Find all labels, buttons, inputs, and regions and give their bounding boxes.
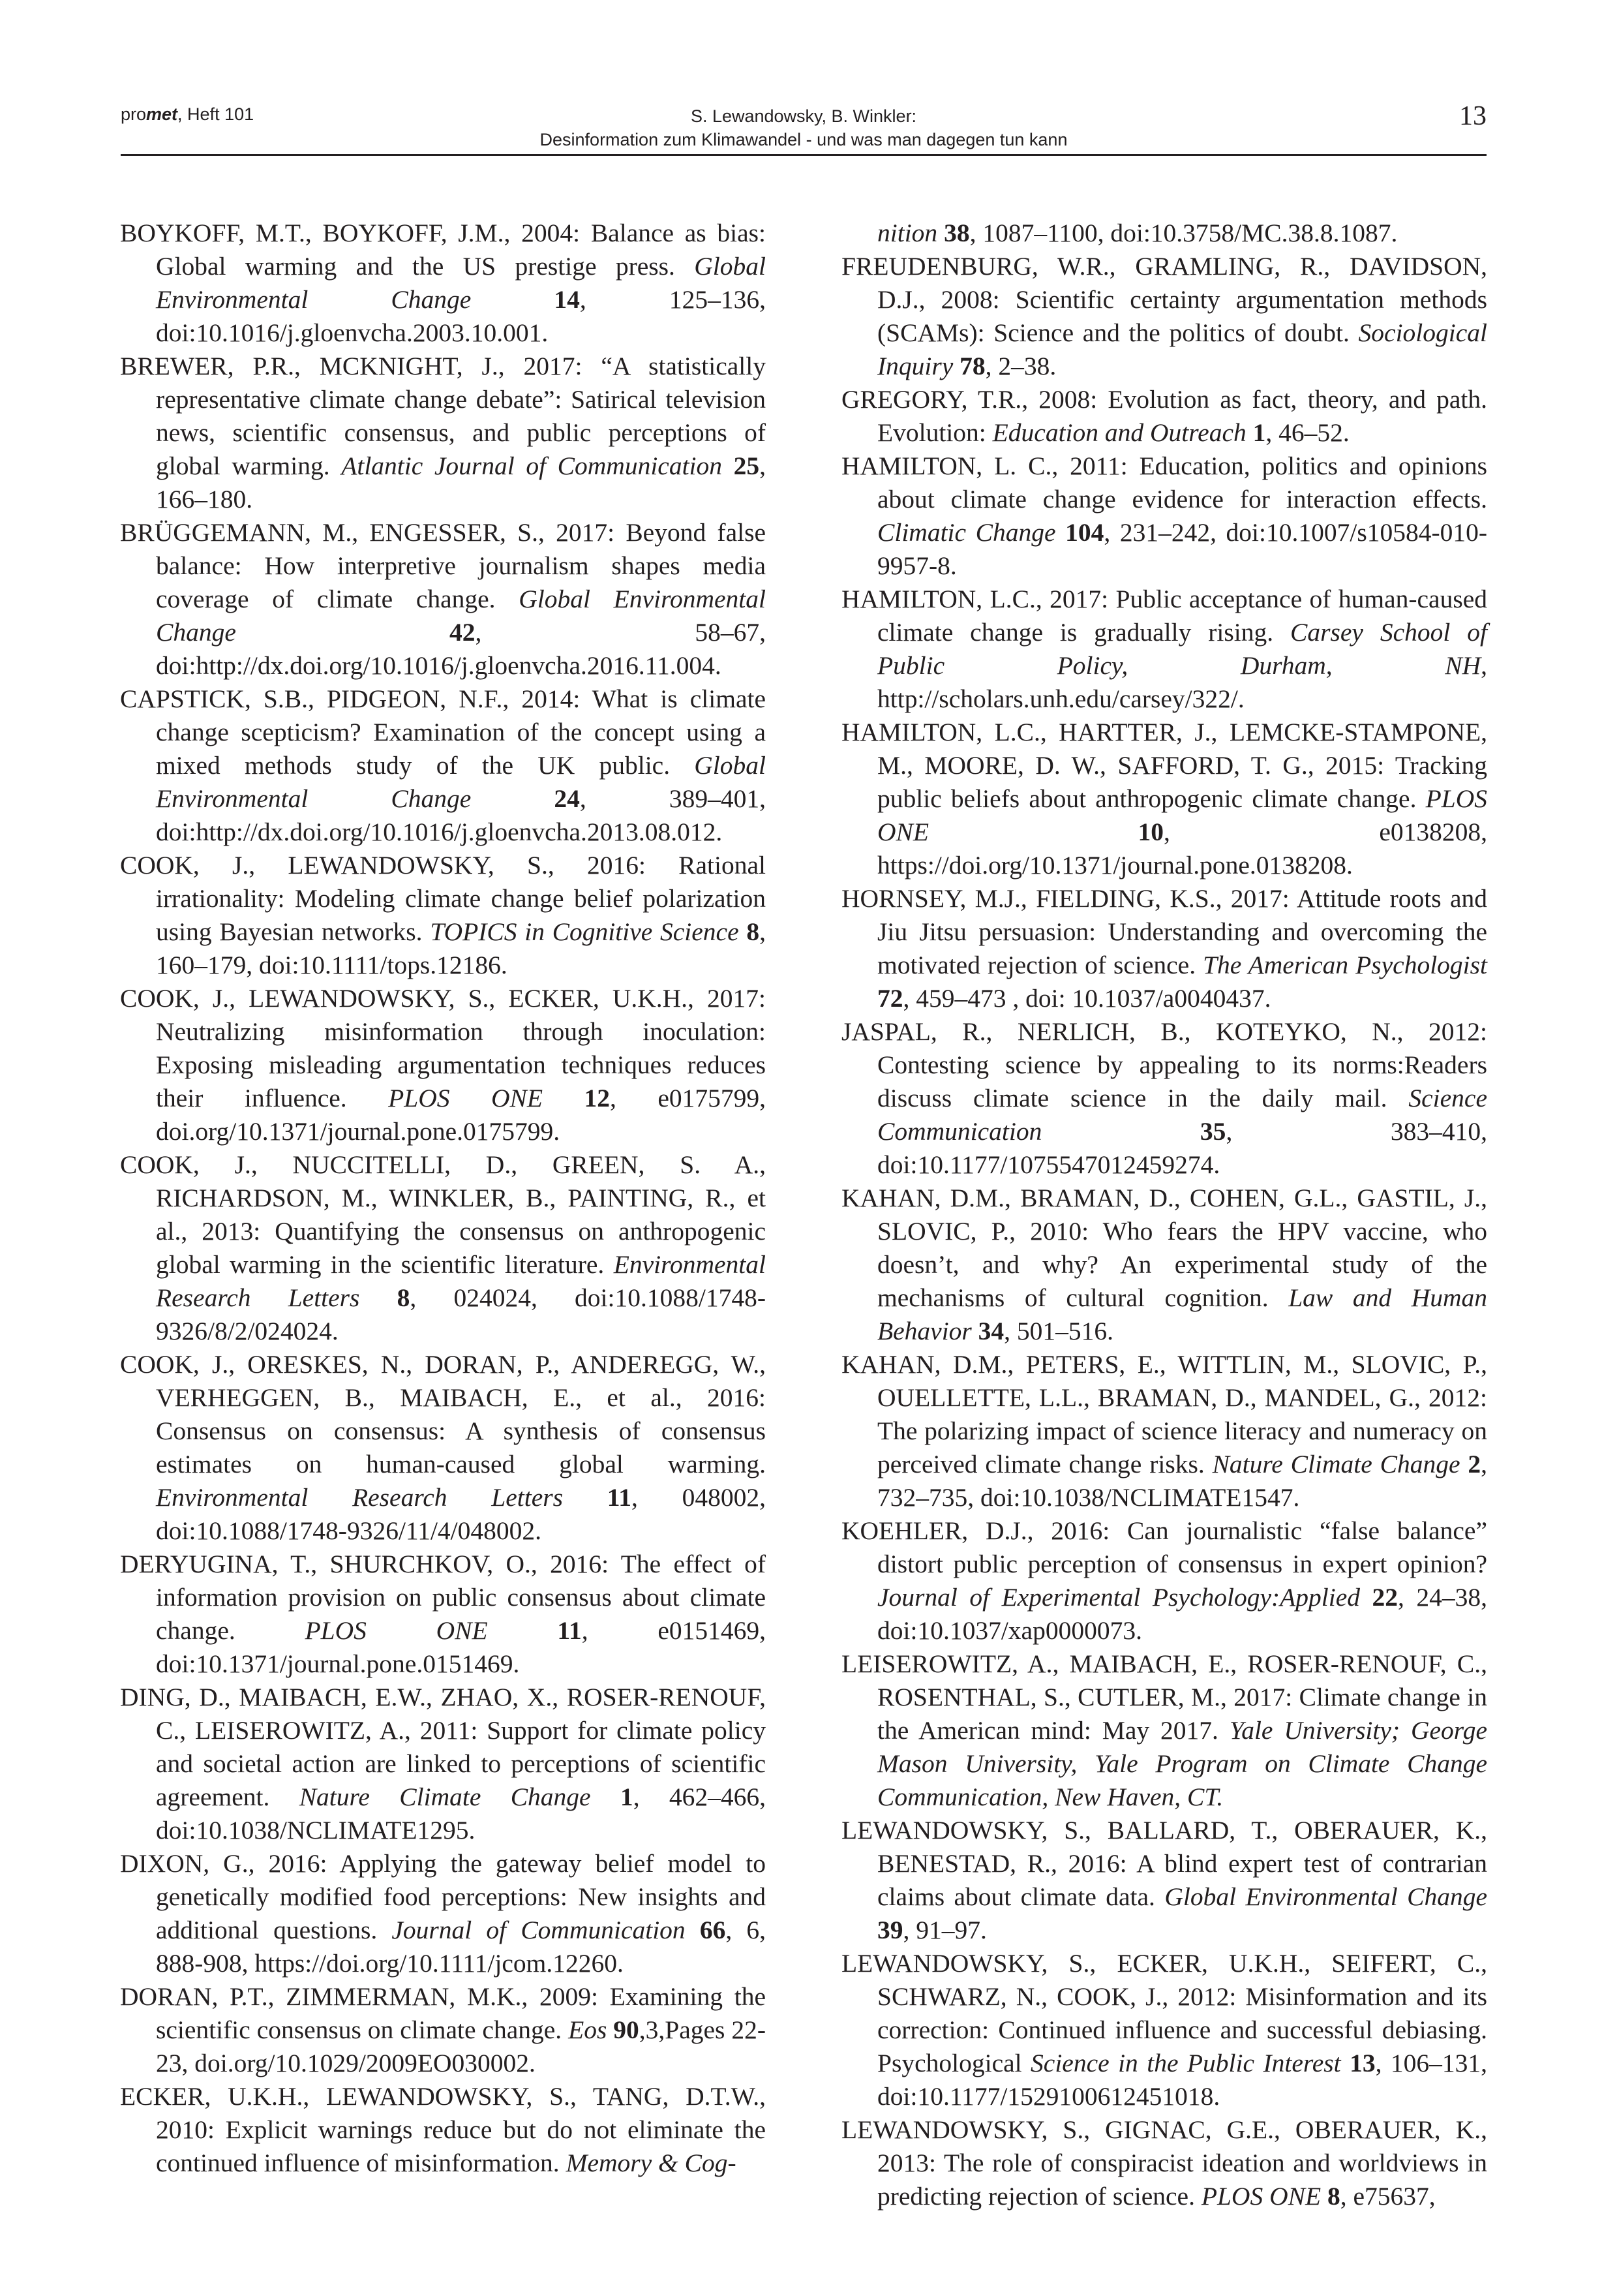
reference-entry xyxy=(841,250,1487,383)
reference-journal: PLOS ONE xyxy=(1201,2182,1322,2211)
reference-volume: 10 xyxy=(929,818,1164,846)
reference-journal: PLOS ONE xyxy=(388,1084,543,1112)
page-header xyxy=(121,99,1487,155)
reference-details: , 732–735, doi:10.1038/NCLIMATE1547. xyxy=(877,1450,1488,1512)
reference-text: LEWANDOWSKY, S., ECKER, U.K.H., SEIFERT, C., SCHWARZ, N., COOK, J., 2012: Misinformation and its correction: Continued influence and successful debiasing. Psychological xyxy=(841,1949,1487,2077)
reference-entry xyxy=(120,1548,766,1681)
journal-italic: met xyxy=(146,104,178,124)
reference-journal: TOPICS in Cognitive Science xyxy=(430,917,739,946)
reference-entry xyxy=(120,516,766,682)
reference-details: , 125–136, doi:10.1016/j.gloenvcha.2003.10.001. xyxy=(156,285,766,347)
reference-journal: Global Environmental Change xyxy=(156,751,766,813)
reference-details: , 24–38, doi:10.1037/xap0000073. xyxy=(877,1583,1488,1645)
reference-details: , 231–242, doi:10.1007/s10584-010-9957-8. xyxy=(877,518,1488,580)
reference-volume: 14 xyxy=(471,285,580,314)
reference-volume: 24 xyxy=(471,784,580,813)
reference-details: , 501–516. xyxy=(1004,1317,1114,1345)
reference-details: , 91–97. xyxy=(903,1916,987,1944)
reference-details: , 46–52. xyxy=(1265,418,1350,447)
reference-entry xyxy=(841,1814,1487,1947)
reference-volume: 25 xyxy=(722,452,760,480)
reference-details: , e0151469, doi:10.1371/journal.pone.0151469. xyxy=(156,1616,766,1678)
reference-entry xyxy=(120,350,766,516)
reference-volume: 11 xyxy=(562,1483,632,1512)
reference-volume: 8 xyxy=(1321,2182,1340,2211)
running-authors: S. Lewandowsky, B. Winkler: xyxy=(690,106,917,126)
reference-details: , 462–466, doi:10.1038/NCLIMATE1295. xyxy=(156,1783,766,1844)
reference-details: , 024024, doi:10.1088/1748-9326/8/2/024024. xyxy=(156,1283,766,1345)
reference-details: , 2–38. xyxy=(985,352,1057,380)
reference-details: , e75637, xyxy=(1340,2182,1436,2211)
reference-entry xyxy=(120,1148,766,1348)
reference-details: , 160–179, doi:10.1111/tops.12186. xyxy=(156,917,766,979)
reference-text: ECKER, U.K.H., LEWANDOWSKY, S., TANG, D.T.W., 2010: Explicit warnings reduce but do not eliminate the continued influence of misinformation. xyxy=(120,2082,766,2177)
reference-details: , 1087–1100, doi:10.3758/MC.38.8.1087. xyxy=(969,219,1398,247)
reference-text: CAPSTICK, S.B., PIDGEON, N.F., 2014: What is climate change scepticism? Examination of the concept using a mixed methods study of the UK public. xyxy=(120,684,766,780)
reference-entry xyxy=(841,217,1487,250)
reference-text: FREUDENBURG, W.R., GRAMLING, R., DAVIDSON, D.J., 2008: Scientific certainty argumentation methods (SCAMs): Science and the politics of doubt. xyxy=(841,252,1487,347)
reference-entry xyxy=(841,882,1487,1015)
running-header xyxy=(121,104,1487,151)
reference-volume: 35 xyxy=(1042,1117,1226,1146)
reference-text: COOK, J., LEWANDOWSKY, S., 2016: Rational irrationality: Modeling climate change belief polarization using Bayesian networks. xyxy=(120,851,766,946)
reference-entry xyxy=(120,1348,766,1548)
reference-journal: Science in the Public Interest xyxy=(1031,2049,1341,2077)
reference-volume: 42 xyxy=(235,618,476,647)
reference-volume: 104 xyxy=(1055,518,1104,547)
reference-text: COOK, J., ORESKES, N., DORAN, P., ANDEREGG, W., VERHEGGEN, B., MAIBACH, E., et al., 2016: Consensus on consensus: A synthesis of consensus estimates on human-caused global warming. xyxy=(120,1350,766,1478)
reference-entry xyxy=(841,1182,1487,1348)
reference-volume: 90 xyxy=(607,2015,639,2044)
reference-journal: Memory & Cog- xyxy=(566,2149,736,2177)
reference-details: , e0138208, https://doi.org/10.1371/journal.pone.0138208. xyxy=(877,818,1487,880)
reference-text: LEISEROWITZ, A., MAIBACH, E., ROSER-RENOUF, C., ROSENTHAL, S., CUTLER, M., 2017: Climate change in the American mind: May 2017. xyxy=(841,1649,1487,1745)
reference-text: BOYKOFF, M.T., BOYKOFF, J.M., 2004: Balance as bias: Global warming and the US prestige press. xyxy=(120,219,766,281)
reference-entry xyxy=(120,217,766,350)
reference-entry xyxy=(120,1681,766,1847)
reference-entry xyxy=(841,450,1487,583)
reference-journal: PLOS ONE xyxy=(877,784,1487,846)
reference-entry xyxy=(120,982,766,1148)
reference-text: BRÜGGEMANN, M., ENGESSER, S., 2017: Beyond false balance: How interpretive journalism shapes media coverage of climate change. xyxy=(120,518,766,613)
reference-journal: Global Environmental Change xyxy=(156,252,766,314)
reference-text: COOK, J., NUCCITELLI, D., GREEN, S. A., RICHARDSON, M., WINKLER, B., PAINTING, R., et al., 2013: Quantifying the consensus on anthropogenic global warming in the scientific literature. xyxy=(120,1150,766,1279)
reference-details: , 389–401, doi:http://dx.doi.org/10.1016/j.gloenvcha.2013.08.012. xyxy=(156,784,766,846)
reference-text: HAMILTON, L.C., HARTTER, J., LEMCKE-STAMPONE, M., MOORE, D. W., SAFFORD, T. G., 2015: Tracking public beliefs about anthropogenic climate change. xyxy=(841,718,1487,813)
reference-volume: 2 xyxy=(1460,1450,1481,1478)
reference-column-left xyxy=(120,217,766,2180)
reference-journal: Atlantic Journal of Communication xyxy=(341,452,723,480)
reference-text: HAMILTON, L. C., 2011: Education, politics and opinions about climate change evidence for interaction effects. xyxy=(841,452,1487,513)
reference-journal: Climatic Change xyxy=(877,518,1056,547)
reference-details: ,3,Pages 22-23, doi.org/10.1029/2009EO030002. xyxy=(156,2015,766,2077)
reference-text: LEWANDOWSKY, S., GIGNAC, G.E., OBERAUER, K., 2013: The role of conspiracist ideation and worldviews in predicting rejection of science. xyxy=(841,2115,1487,2211)
reference-entry xyxy=(841,1348,1487,1514)
reference-entry xyxy=(120,2080,766,2180)
reference-volume: 1 xyxy=(590,1783,633,1811)
reference-entry xyxy=(841,1514,1487,1647)
reference-volume: 8 xyxy=(738,917,760,946)
page-number: 13 xyxy=(1459,101,1487,131)
reference-details: , 166–180. xyxy=(156,452,766,513)
reference-details: , 6, 888-908, https://doi.org/10.1111/jcom.12260. xyxy=(156,1916,766,1978)
reference-journal: Global Environmental Change xyxy=(1164,1882,1487,1911)
reference-journal: Nature Climate Change xyxy=(299,1783,591,1811)
reference-volume: 8 xyxy=(359,1283,410,1312)
reference-journal: Education and Outreach xyxy=(992,418,1247,447)
reference-journal: PLOS ONE xyxy=(305,1616,488,1645)
reference-journal: Global Environmental Change xyxy=(156,585,766,647)
reference-text: JASPAL, R., NERLICH, B., KOTEYKO, N., 2012: Contesting science by appealing to its norms:Readers discuss climate science in the daily mail. xyxy=(841,1017,1487,1112)
reference-volume: 34 xyxy=(971,1317,1005,1345)
reference-entry xyxy=(841,716,1487,882)
reference-text: KOEHLER, D.J., 2016: Can journalistic “false balance” distort public perception of consensus in expert opinion? xyxy=(841,1516,1487,1578)
reference-text: GREGORY, T.R., 2008: Evolution as fact, theory, and path. Evolution: xyxy=(841,385,1487,447)
reference-text: HAMILTON, L.C., 2017: Public acceptance of human-caused climate change is gradually rising. xyxy=(841,585,1487,647)
reference-entry xyxy=(120,849,766,982)
reference-journal: Journal of Experimental Psychology:Applied xyxy=(877,1583,1360,1612)
reference-entry xyxy=(120,1847,766,1980)
reference-text: HORNSEY, M.J., FIELDING, K.S., 2017: Attitude roots and Jiu Jitsu persuasion: Understanding and overcoming the motivated rejection of science. xyxy=(841,884,1487,979)
reference-entry xyxy=(120,682,766,849)
reference-details: , 459–473 , doi: 10.1037/a0040437. xyxy=(903,984,1271,1013)
reference-entry xyxy=(841,2113,1487,2213)
reference-details: , 106–131, doi:10.1177/1529100612451018. xyxy=(877,2049,1488,2111)
reference-volume: 78 xyxy=(953,352,986,380)
reference-entry xyxy=(841,1947,1487,2113)
reference-details: , 383–410, doi:10.1177/1075547012459274. xyxy=(877,1117,1488,1179)
reference-entry xyxy=(841,1015,1487,1182)
journal-prefix: pro xyxy=(121,104,147,124)
reference-column-right xyxy=(841,217,1487,2213)
reference-journal: The American Psychologist xyxy=(1203,951,1488,979)
reference-details: , http://scholars.unh.edu/carsey/322/. xyxy=(877,651,1487,713)
reference-text: DERYUGINA, T., SHURCHKOV, O., 2016: The effect of information provision on public consensus about climate change. xyxy=(120,1550,766,1645)
reference-volume: 39 xyxy=(877,1916,903,1944)
reference-entry xyxy=(841,583,1487,716)
reference-entry xyxy=(841,383,1487,450)
reference-entry xyxy=(841,1647,1487,1814)
running-title: Desinformation zum Klimawandel - und was man dagegen tun kann xyxy=(539,130,1068,149)
reference-text: DING, D., MAIBACH, E.W., ZHAO, X., ROSER-RENOUF, C., LEISEROWITZ, A., 2011: Support for climate policy and societal action are linked to perceptions of scientific agreement. xyxy=(120,1683,766,1811)
reference-volume: 72 xyxy=(877,984,903,1013)
reference-text: LEWANDOWSKY, S., BALLARD, T., OBERAUER, K., BENESTAD, R., 2016: A blind expert test of contrarian claims about climate data. xyxy=(841,1816,1487,1911)
reference-volume: 12 xyxy=(543,1084,610,1112)
reference-journal: nition xyxy=(877,219,938,247)
journal-suffix: , Heft 101 xyxy=(177,104,254,124)
reference-journal: Yale University; George Mason University, Yale Program on Climate Change Communication, New Haven, CT. xyxy=(877,1716,1487,1811)
reference-journal: Environmental Research Letters xyxy=(156,1250,766,1312)
reference-volume: 1 xyxy=(1246,418,1266,447)
reference-details: , 58–67, doi:http://dx.doi.org/10.1016/j.gloenvcha.2016.11.004. xyxy=(156,618,766,680)
reference-text: DIXON, G., 2016: Applying the gateway belief model to genetically modified food perceptions: New insights and additional questions. xyxy=(120,1849,766,1944)
reference-entry xyxy=(120,1980,766,2080)
reference-volume: 22 xyxy=(1360,1583,1398,1612)
reference-journal: Eos xyxy=(568,2015,607,2044)
reference-text: KAHAN, D.M., BRAMAN, D., COHEN, G.L., GASTIL, J., SLOVIC, P., 2010: Who fears the HPV vaccine, who doesn’t, and why? An experimental study of the mechanisms of cultural cognition. xyxy=(841,1184,1487,1312)
reference-details: , e0175799, doi.org/10.1371/journal.pone.0175799. xyxy=(156,1084,766,1146)
reference-details: , 048002, doi:10.1088/1748-9326/11/4/048002. xyxy=(156,1483,766,1545)
reference-volume: 38 xyxy=(937,219,970,247)
reference-volume: 66 xyxy=(685,1916,726,1944)
header-rule xyxy=(121,154,1487,156)
reference-journal: Science Communication xyxy=(877,1084,1487,1146)
reference-journal: Nature Climate Change xyxy=(1212,1450,1460,1478)
reference-journal: Journal of Communication xyxy=(391,1916,686,1944)
reference-text: KAHAN, D.M., PETERS, E., WITTLIN, M., SLOVIC, P., OUELLETTE, L.L., BRAMAN, D., MANDEL, G., 2012: The polarizing impact of science literacy and numeracy on perceived climate change risks. xyxy=(841,1350,1487,1478)
reference-journal: Carsey School of Public Policy, Durham, NH xyxy=(877,618,1487,680)
reference-text: BREWER, P.R., MCKNIGHT, J., 2017: “A statistically representative climate change debate”: Satirical television news, scientific consensus, and public perceptions of global warming. xyxy=(120,352,766,480)
reference-journal: Sociological Inquiry xyxy=(877,318,1487,380)
reference-journal: Environmental Research Letters xyxy=(156,1483,563,1512)
reference-text: COOK, J., LEWANDOWSKY, S., ECKER, U.K.H., 2017: Neutralizing misinformation through inoculation: Exposing misleading argumentation techniques reduces their influence. xyxy=(120,984,766,1112)
reference-journal: Law and Human Behavior xyxy=(877,1283,1487,1345)
reference-volume: 13 xyxy=(1340,2049,1376,2077)
reference-volume: 11 xyxy=(487,1616,582,1645)
reference-text: DORAN, P.T., ZIMMERMAN, M.K., 2009: Examining the scientific consensus on climate change. xyxy=(120,1982,766,2044)
